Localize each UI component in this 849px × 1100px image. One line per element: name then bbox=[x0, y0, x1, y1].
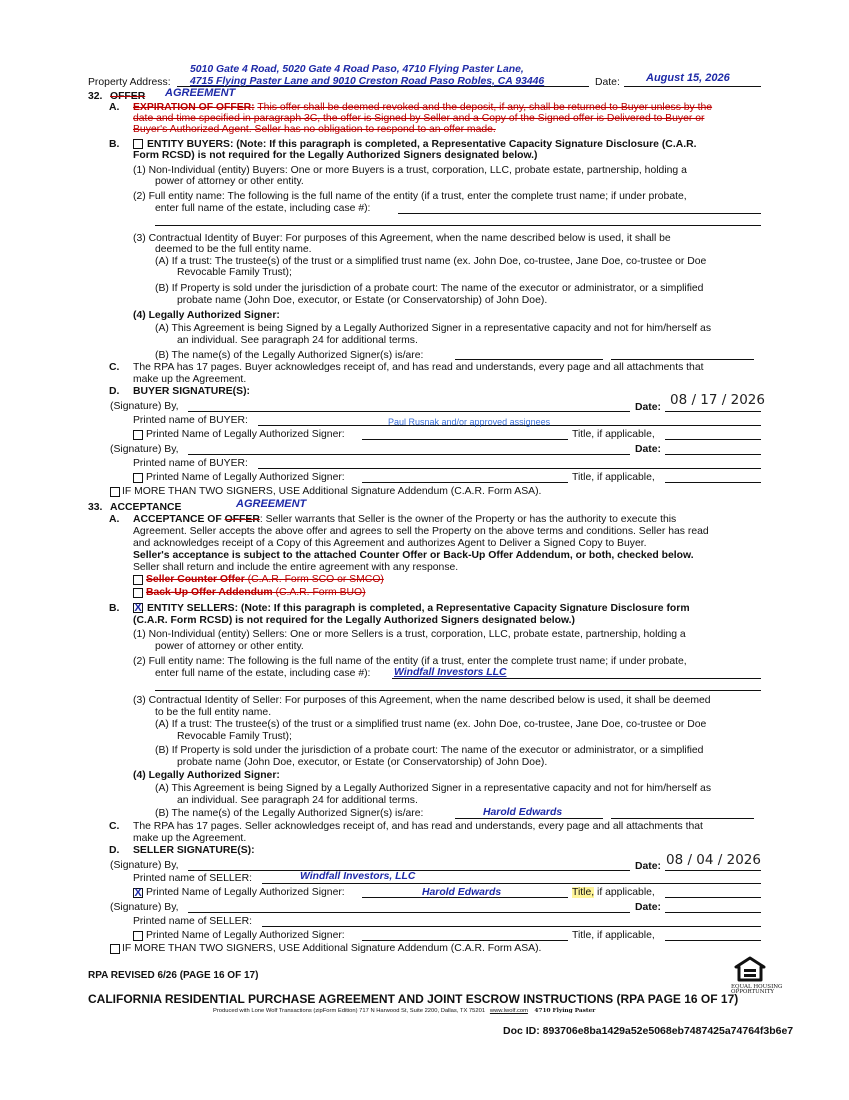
printed-buyer2-field[interactable] bbox=[258, 468, 761, 469]
printed-seller2-label: Printed name of SELLER: bbox=[133, 916, 252, 927]
s33-b2-line2: enter full name of the estate, including case #): bbox=[155, 668, 371, 679]
seller-signatures-heading: SELLER SIGNATURE(S): bbox=[133, 845, 255, 856]
s32-b3b-line2: probate name (John Doe, executor, or Estate (or Conservatorship) of John Doe). bbox=[177, 295, 548, 306]
s32-a-line3: Buyer's Authorized Agent. Seller has no obligation to respond to an offer made. bbox=[133, 124, 496, 135]
s33-b1-line2: power of attorney or other entity. bbox=[155, 641, 304, 652]
form-title: CALIFORNIA RESIDENTIAL PURCHASE AGREEMENT AND JOINT ESCROW INSTRUCTIONS (RPA PAGE 16 OF 17) bbox=[88, 992, 739, 1006]
seller-counter-offer-option bbox=[146, 574, 384, 585]
s33-c-letter: C. bbox=[109, 821, 120, 832]
seller2-las-field[interactable] bbox=[362, 940, 568, 941]
entity-buyers-checkbox[interactable] bbox=[133, 139, 143, 149]
s33-b2-line1: (2) Full entity name: The following is the full name of the entity (if a trust, enter the complete trust name; if under probate, bbox=[133, 656, 687, 667]
s33-a-line1: : Seller warrants that Seller is the owner of the Property or has the authority to execute this bbox=[259, 514, 677, 525]
s33-a-letter: A. bbox=[109, 514, 120, 525]
seller-las-name-line-1 bbox=[455, 818, 603, 819]
property-address-line1: 5010 Gate 4 Road, 5020 Gate 4 Road Paso, 4710 Flying Paster Lane, bbox=[190, 64, 524, 75]
seller-sig1-date-label: Date: bbox=[635, 861, 661, 872]
buyer-sig1-date-label: Date: bbox=[635, 402, 661, 413]
seller-entity-name-field-2[interactable] bbox=[155, 690, 761, 691]
buyer-las-name-field-2[interactable] bbox=[611, 359, 754, 360]
s32-c-line1: The RPA has 17 pages. Buyer acknowledges receipt of, and has read and understands, every page and all attachments that bbox=[133, 362, 704, 373]
s33-b4a-line1: (A) This Agreement is being Signed by a Legally Authorized Signer in a representative capacity and not for him/herself as bbox=[155, 783, 712, 794]
seller-sig2-label: (Signature) By, bbox=[110, 902, 179, 913]
printed-seller1-label: Printed name of SELLER: bbox=[133, 873, 252, 884]
s33-b-letter: B. bbox=[109, 603, 120, 614]
seller2-las-label: Printed Name of Legally Authorized Signer: bbox=[146, 930, 345, 941]
buyer1-title-field[interactable] bbox=[665, 439, 761, 440]
seller2-title-label: Title, if applicable, bbox=[572, 930, 655, 941]
s33-b1-line1: (1) Non-Individual (entity) Sellers: One or more Sellers is a trust, corporation, LLC, probate estate, partnership, holding a bbox=[133, 629, 686, 640]
seller-las-name[interactable]: Harold Edwards bbox=[483, 807, 563, 818]
s32-c-line2: make up the Agreement. bbox=[133, 374, 247, 385]
buyer1-las-field[interactable] bbox=[362, 439, 568, 440]
buyer-sig1-date-line bbox=[665, 411, 761, 412]
s33-b4b: (B) The name(s) of the Legally Authorized Signer(s) is/are: bbox=[155, 808, 424, 819]
s32-b4: (4) Legally Authorized Signer: bbox=[133, 310, 280, 321]
buyer-sig2-date-label: Date: bbox=[635, 444, 661, 455]
buyer-sig1-label: (Signature) By, bbox=[110, 401, 179, 412]
buyer2-title-label: Title, if applicable, bbox=[572, 472, 655, 483]
buyer-sig1-date-value[interactable]: 08 / 17 / 2026 bbox=[670, 392, 765, 408]
s33-a-title-struck: OFFER bbox=[224, 514, 260, 525]
s32-b2-line1: (2) Full entity name: The following is the full name of the entity (if a trust, enter the complete trust name; if under probate, bbox=[133, 191, 687, 202]
seller2-las-checkbox[interactable] bbox=[133, 931, 143, 941]
backup-offer-form: (C.A.R. Form BUO) bbox=[272, 587, 366, 598]
seller-las-name-field-2[interactable] bbox=[611, 818, 754, 819]
s32-b-line2: Form RCSD) is not required for the Legally Authorized Signers designated below.) bbox=[133, 150, 538, 161]
buyer-sig2-date-field[interactable] bbox=[665, 454, 761, 455]
produced-with bbox=[213, 1008, 595, 1015]
seller2-title-field[interactable] bbox=[665, 940, 761, 941]
produced-with-text: Produced with Lone Wolf Transactions (zipForm Edition) 717 N Harwood St, Suite 2200, Dallas, TX 75201 bbox=[213, 1008, 486, 1014]
buyer-las-name-field-1[interactable] bbox=[455, 359, 603, 360]
s32-b4b: (B) The name(s) of the Legally Authorized Signer(s) is/are: bbox=[155, 350, 424, 361]
buyer-more-signers-checkbox[interactable] bbox=[110, 487, 120, 497]
seller-sig2-date-label: Date: bbox=[635, 902, 661, 913]
buyer-more-signers-text: IF MORE THAN TWO SIGNERS, USE Additional Signature Addendum (C.A.R. Form ASA). bbox=[122, 486, 542, 497]
s33-a-line4: Seller's acceptance is subject to the attached Counter Offer or Back-Up Offer Addendum, or both, checked below. bbox=[133, 550, 694, 561]
backup-offer-checkbox[interactable] bbox=[133, 588, 143, 598]
s33-b3-line2: to be the full entity name. bbox=[155, 707, 272, 718]
buyer1-title-label: Title, if applicable, bbox=[572, 429, 655, 440]
buyer2-las-field[interactable] bbox=[362, 482, 568, 483]
seller1-title-highlight: Title, bbox=[572, 887, 595, 898]
s32-b1-line2: power of attorney or other entity. bbox=[155, 176, 304, 187]
s32-b3a-line2: Revocable Family Trust); bbox=[177, 267, 292, 278]
s32-a-line1: This offer shall be deemed revoked and the deposit, if any, shall be returned to Buyer unless by the bbox=[257, 102, 713, 113]
buyer-signatures-heading: BUYER SIGNATURE(S): bbox=[133, 386, 250, 397]
rpa-revised: RPA REVISED 6/26 (PAGE 16 OF 17) bbox=[88, 970, 259, 981]
s32-b2-line2: enter full name of the estate, including case #): bbox=[155, 203, 371, 214]
s33-b3a-line1: (A) If a trust: The trustee(s) of the trust or a simplified trust name (ex. John Doe, co-trustee, Jane Doe, co-trustee or Doe bbox=[155, 719, 707, 730]
s33-c-line2: make up the Agreement. bbox=[133, 833, 247, 844]
eho-line1: EQUAL HOUSING bbox=[731, 984, 783, 990]
seller1-title-label bbox=[572, 887, 655, 898]
buyer-entity-name-field-2[interactable] bbox=[155, 225, 761, 226]
seller-more-signers-text: IF MORE THAN TWO SIGNERS, USE Additional Signature Addendum (C.A.R. Form ASA). bbox=[122, 943, 542, 954]
entity-sellers-checkbox[interactable]: X bbox=[134, 602, 142, 614]
s32-a-line2: date and time specified in paragraph 3C, the offer is Signed by Seller and a Copy of the Signed offer is Delivered to Buyer or bbox=[133, 113, 705, 124]
s32-b4a-line1: (A) This Agreement is being Signed by a Legally Authorized Signer in a representative capacity and not for him/herself as bbox=[155, 323, 712, 334]
equal-housing-icon bbox=[733, 956, 767, 982]
s33-a-line1-wrap bbox=[133, 514, 676, 525]
backup-offer-option bbox=[146, 587, 366, 598]
section-33-title: ACCEPTANCE bbox=[110, 502, 182, 513]
section-32-title-struck: OFFER bbox=[110, 91, 146, 102]
seller1-title-rest: if applicable, bbox=[594, 887, 655, 898]
seller1-las-checkbox[interactable]: X bbox=[134, 887, 142, 899]
s32-b3-line2: deemed to be the full entity name. bbox=[155, 244, 312, 255]
seller-sig1-date-value[interactable]: 08 / 04 / 2026 bbox=[666, 852, 761, 868]
printed-buyer1-label: Printed name of BUYER: bbox=[133, 415, 248, 426]
s33-b-line1: ENTITY SELLERS: (Note: If this paragraph is completed, a Representative Capacity Signature Disclosure form bbox=[147, 603, 690, 614]
s32-b3a-line1: (A) If a trust: The trustee(s) of the trust or a simplified trust name (ex. John Doe, co-trustee, Jane Doe, co-trustee or Doe bbox=[155, 256, 707, 267]
printed-buyer2-label: Printed name of BUYER: bbox=[133, 458, 248, 469]
s33-a-line3: and acknowledges receipt of a Copy of this Agreement and authorizes Agent to Deliver a Signed Copy to Buyer. bbox=[133, 538, 647, 549]
printed-seller1-line bbox=[262, 883, 761, 884]
seller-entity-name-line bbox=[392, 678, 761, 679]
section-33-number: 33. bbox=[88, 502, 103, 513]
date-line bbox=[624, 86, 761, 87]
seller-counter-offer-form: (C.A.R. Form SCO or SMCO) bbox=[244, 574, 384, 585]
buyer-sig1-field[interactable] bbox=[188, 411, 630, 412]
printed-seller1-name[interactable]: Windfall Investors, LLC bbox=[300, 871, 416, 882]
s33-a-line2: Agreement. Seller accepts the above offer and agrees to sell the Property on the above terms and conditions. Seller has read bbox=[133, 526, 709, 537]
eho-line2: OPPORTUNITY bbox=[731, 989, 775, 995]
s32-b3b-line1: (B) If Property is sold under the jurisdiction of a probate court: The name of the executor or administrator, or a simplified bbox=[155, 283, 704, 294]
s33-a-title: ACCEPTANCE OF bbox=[133, 514, 222, 525]
s33-b4a-line2: an individual. See paragraph 24 for additional terms. bbox=[177, 795, 418, 806]
s33-d-letter: D. bbox=[109, 845, 120, 856]
printed-seller2-field[interactable] bbox=[262, 926, 761, 927]
s33-b3-line1: (3) Contractual Identity of Seller: For purposes of this Agreement, when the name described below is used, it shall be deemed bbox=[133, 695, 711, 706]
s32-b3-line1: (3) Contractual Identity of Buyer: For purposes of this Agreement, when the name described below is used, it shall be bbox=[133, 233, 671, 244]
doc-id: Doc ID: 893706e8ba1429a52e5068eb7487425a74764f3b6e7 bbox=[503, 1025, 794, 1037]
seller-counter-offer-checkbox[interactable] bbox=[133, 575, 143, 585]
seller-entity-name[interactable]: Windfall Investors LLC bbox=[394, 667, 507, 678]
section-33-title-new: AGREEMENT bbox=[236, 498, 307, 510]
seller-counter-offer-label: Seller Counter Offer bbox=[146, 574, 245, 585]
s32-b-line1: ENTITY BUYERS: (Note: If this paragraph is completed, a Representative Capacity Signature Disclosure (C.A.R. bbox=[147, 139, 697, 150]
seller1-las-label: Printed Name of Legally Authorized Signer: bbox=[146, 887, 345, 898]
seller1-las-name[interactable]: Harold Edwards bbox=[422, 887, 502, 898]
seller1-title-field[interactable] bbox=[665, 897, 761, 898]
offer-date-value[interactable]: August 15, 2026 bbox=[646, 72, 730, 84]
s32-a-letter: A. bbox=[109, 102, 120, 113]
equal-housing-logo bbox=[731, 956, 783, 995]
property-address-line2: 4715 Flying Paster Lane and 9010 Creston Road Paso Robles, CA 93446 bbox=[190, 76, 545, 87]
file-name: 4710 Flying Paster bbox=[534, 1008, 596, 1014]
buyer-sig2-field[interactable] bbox=[188, 454, 630, 455]
seller-more-signers-checkbox[interactable] bbox=[110, 944, 120, 954]
s32-c-letter: C. bbox=[109, 362, 120, 373]
section-32-title-new: AGREEMENT bbox=[165, 87, 236, 99]
section-32-number: 32. bbox=[88, 91, 103, 102]
s32-d-letter: D. bbox=[109, 386, 120, 397]
s33-b3a-line2: Revocable Family Trust); bbox=[177, 731, 292, 742]
seller-sig2-date-field[interactable] bbox=[665, 912, 761, 913]
s33-c-line1: The RPA has 17 pages. Seller acknowledges receipt of, and has read and understands, every page and all attachments that bbox=[133, 821, 703, 832]
s33-b3b-line1: (B) If Property is sold under the jurisdiction of a probate court: The name of the executor or administrator, or a simplified bbox=[155, 745, 704, 756]
seller-sig1-date-line bbox=[665, 870, 761, 871]
s33-b-line2: (C.A.R. Form RCSD) is not required for the Legally Authorized Signers designated below.) bbox=[133, 615, 576, 626]
buyer1-las-label: Printed Name of Legally Authorized Signer: bbox=[146, 429, 345, 440]
printed-buyer1-name[interactable]: Paul Rusnak and/or approved assignees bbox=[388, 417, 551, 427]
seller-sig1-label: (Signature) By, bbox=[110, 860, 179, 871]
s32-b-letter: B. bbox=[109, 139, 120, 150]
s32-a-title: EXPIRATION OF OFFER: bbox=[133, 102, 255, 113]
property-address-label: Property Address: bbox=[88, 77, 171, 88]
s33-b4: (4) Legally Authorized Signer: bbox=[133, 770, 280, 781]
buyer2-title-field[interactable] bbox=[665, 482, 761, 483]
buyer2-las-label: Printed Name of Legally Authorized Signer: bbox=[146, 472, 345, 483]
date-label: Date: bbox=[595, 77, 620, 88]
buyer2-las-checkbox[interactable] bbox=[133, 473, 143, 483]
s32-b4a-line2: an individual. See paragraph 24 for additional terms. bbox=[177, 335, 418, 346]
s32-b1-line1: (1) Non-Individual (entity) Buyers: One or more Buyers is a trust, corporation, LLC, probate estate, partnership, holding a bbox=[133, 165, 687, 176]
s32-a-text bbox=[133, 102, 712, 113]
s33-b3b-line2: probate name (John Doe, executor, or Estate (or Conservatorship) of John Doe). bbox=[177, 757, 548, 768]
buyer1-las-checkbox[interactable] bbox=[133, 430, 143, 440]
s33-a-line5: Seller shall return and include the entire agreement with any response. bbox=[133, 562, 459, 573]
buyer-sig2-label: (Signature) By, bbox=[110, 444, 179, 455]
seller-sig2-field[interactable] bbox=[188, 912, 630, 913]
backup-offer-label: Back-Up Offer Addendum bbox=[146, 587, 273, 598]
buyer-entity-name-field[interactable] bbox=[398, 213, 761, 214]
lwolf-link[interactable]: www.lwolf.com bbox=[489, 1008, 528, 1014]
